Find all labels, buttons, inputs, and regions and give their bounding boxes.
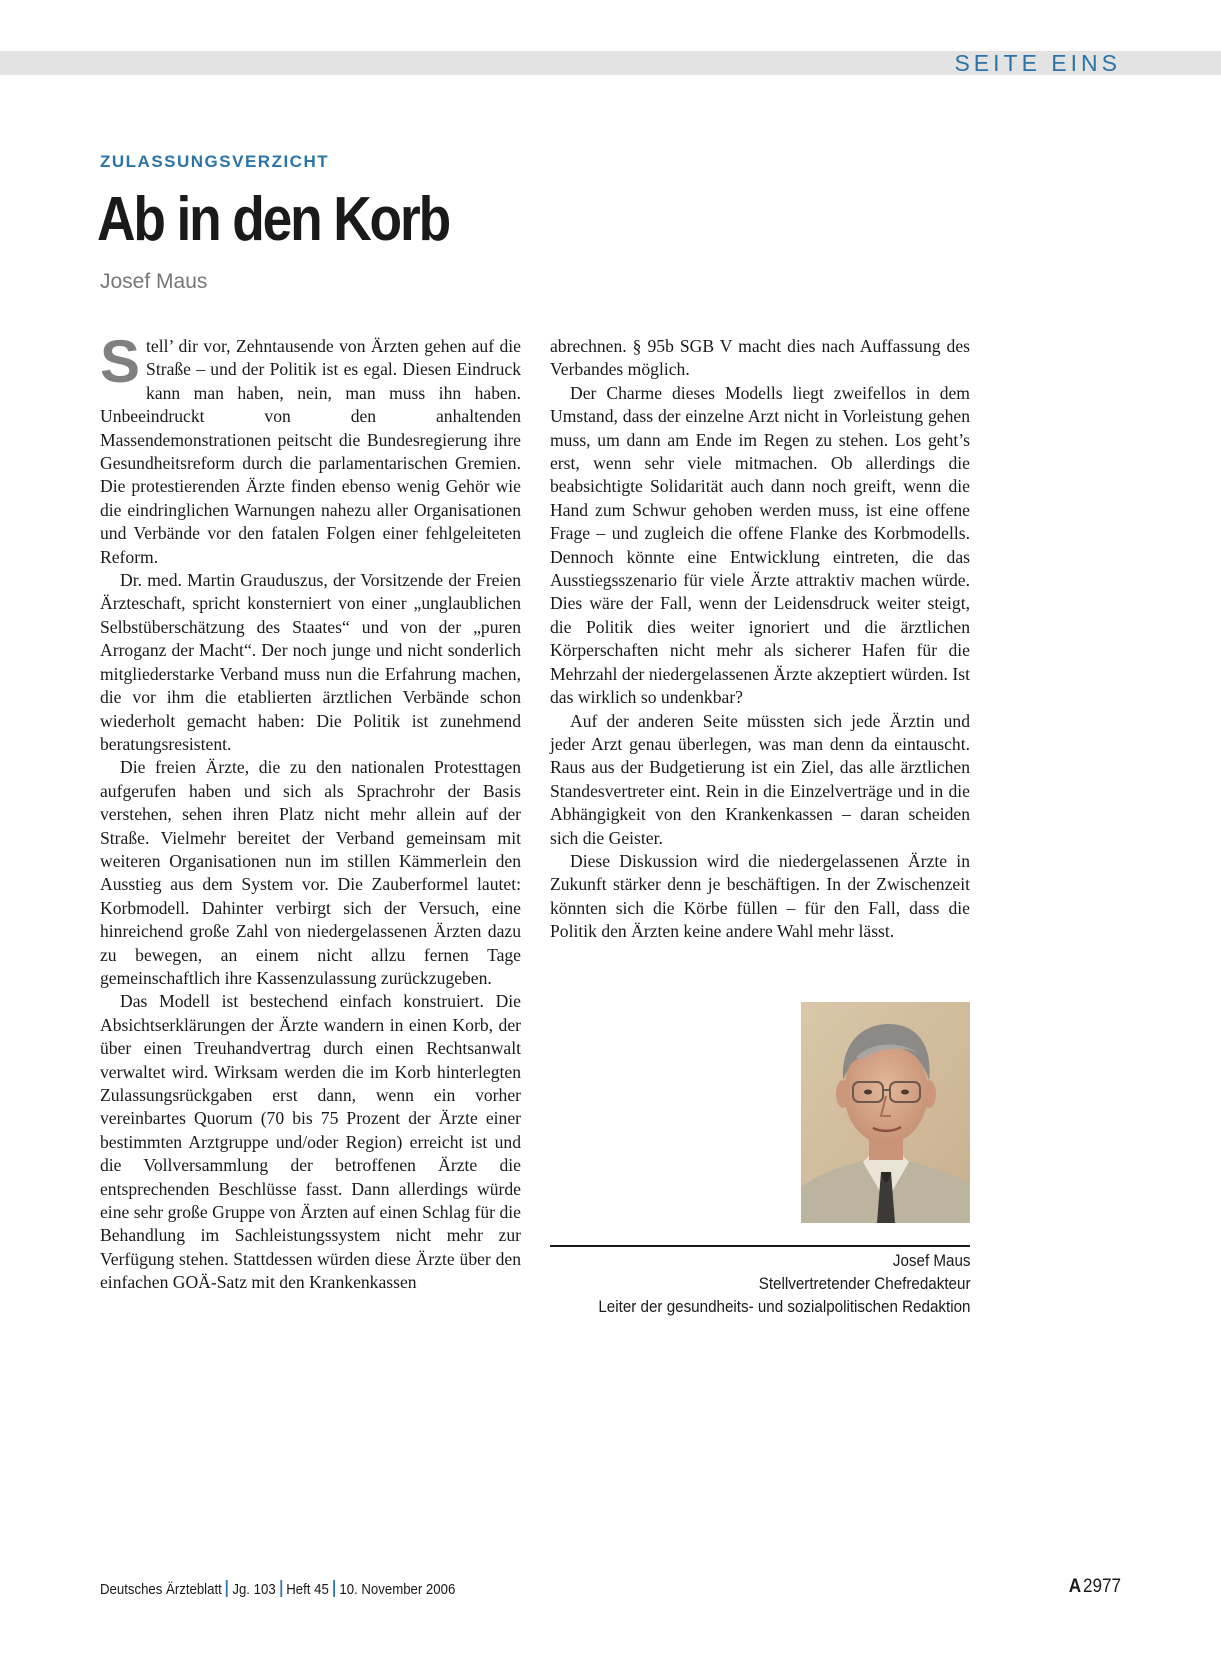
issue-date: 10. November 2006 [339, 1581, 456, 1598]
article-paragraph: Dr. med. Martin Grauduszus, der Vorsitzende der Freien Ärzteschaft, spricht konsterniert von einer „unglaublichen Selbstüberschätzung des Staates“ und von der „puren Arroganz der Macht“. Der noch junge und nicht sonderlich mitgliederstarke Verband muss nun die Erfahrung machen, die vor ihm die etablierten ärztlichen Verbände schon wiederholt gemacht haben: Die Politik ist zunehmend beratungsresistent. [100, 570, 521, 754]
page-number [1069, 1576, 1121, 1598]
article-title: Ab in den Korb [97, 185, 449, 254]
page-prefix: A [1068, 1576, 1082, 1597]
footer-citation [100, 1580, 455, 1598]
article-paragraph: Der Charme dieses Modells liegt zweifellos in dem Umstand, dass der einzelne Arzt nicht in Vorleistung gehen muss, um dann am Ende im Regen zu stehen. Los geht’s erst, wenn sehr viele mitmachen. Ob allerdings die beabsichtigte Solidarität auch dann noch greift, wenn die Hand zum Schwur gehoben werden muss, ist eine offene Frage – und zugleich die offene Flanke des Korbmodells. Dennoch könnte eine Entwicklung eintreten, die das Ausstiegsszenario für viele Ärzte attraktiv machen würde. Dies wäre der Fall, wenn der Leidensdruck weiter steigt, die Politik dies weiter ignoriert und die ärztlichen Körperschaften nicht mehr als sicherer Hafen für die Mehrzahl der niedergelassenen Ärzte akzeptiert würden. Ist das wirklich so undenkbar? [550, 382, 970, 708]
section-label: SEITE EINS [954, 50, 1121, 76]
caption-name: Josef Maus [892, 1252, 970, 1270]
separator [333, 1580, 335, 1597]
article-paragraph: Die freien Ärzte, die zu den nationalen Protesttagen aufgerufen haben und sich als Sprachrohr der Basis verstehen, sehen ihren Platz nicht mehr allein auf der Straße. Vielmehr bereitet der Verband gemeinsam mit weiteren Organisationen nun im stillen Kämmerlein den Ausstieg aus dem System vor. Die Zauberformel lautet: Korbmodell. Dahinter verbirgt sich der Versuch, eine hinreichend große Zahl von niedergelassenen Ärzten dazu zu bewegen, an einem nicht allzu fernen Tage gemeinschaftlich ihre Kassenzulassung zurückzugeben. [100, 757, 521, 988]
article-paragraph [100, 328, 521, 569]
paragraph-text: tell’ dir vor, Zehntausende von Ärzten gehen auf die Straße – und der Politik ist es egal. Diesen Eindruck kann man haben, nein, man muss ihn haben. Unbeeindruckt von den anhaltenden Massendemonstrationen peitscht die Bundesregierung ihre Gesundheitsreform durch die parlamentarischen Gremien. Die protestierenden Ärzte finden ebenso wenig Gehör wie die eindringlichen Warnungen nahezu aller Organisationen und Verbände vor den fatalen Folgen einer fehlgeleiteten Reform. [100, 336, 521, 567]
caption-role: Stellvertretender Chefredakteur [758, 1275, 970, 1293]
article-paragraph: Das Modell ist bestechend einfach konstruiert. Die Absichtserklärungen der Ärzte wandern in einen Korb, der über einen Treuhandvertrag durch einen Rechtsanwalt verwaltet wird. Wirksam werden die im Korb hinterlegten Zulassungsrückgaben erst dann, wenn ein vorher vereinbartes Quorum (70 bis 75 Prozent der Ärzte einer bestimmten Arztgruppe und/oder Region) erreicht ist und die Vollversammlung der betroffenen Ärzte die entsprechenden Beschlüsse fasst. Dann allerdings würde eine sehr große Gruppe von Ärzten auf einen Schlag für die Behandlung im Sachleistungssystem nicht mehr zur Verfügung stehen. Stattdessen würden diese Ärzte über den einfachen GOÄ-Satz mit den Krankenkassen [100, 991, 521, 1293]
volume: Jg. 103 [232, 1581, 276, 1598]
caption-department: Leiter der gesundheits- und sozialpolitischen Redaktion [597, 1298, 970, 1316]
issue: Heft 45 [286, 1581, 329, 1598]
article-paragraph: Diese Diskussion wird die niedergelassenen Ärzte in Zukunft stärker denn je beschäftigen. In der Zwischenzeit könnten sich die Körbe füllen – für den Fall, dass die Politik den Ärzten keine andere Wahl mehr lässt. [550, 850, 970, 942]
article-column-right [550, 335, 970, 944]
article-paragraph: abrechnen. § 95b SGB V macht dies nach Auffassung des Verbandes möglich. [550, 336, 970, 380]
article-column-left [100, 328, 521, 1295]
article-kicker: ZULASSUNGSVERZICHT [100, 152, 330, 171]
author-portrait [801, 1002, 970, 1223]
page-number-value: 2977 [1082, 1576, 1121, 1597]
drop-cap: S [100, 328, 141, 395]
separator [226, 1580, 228, 1597]
article-author: Josef Maus [100, 270, 208, 293]
portrait-caption [566, 1250, 971, 1319]
separator [280, 1580, 282, 1597]
journal-name: Deutsches Ärzteblatt [100, 1581, 222, 1598]
caption-rule [550, 1245, 970, 1247]
article-paragraph: Auf der anderen Seite müssten sich jede Ärztin und jeder Arzt genau überlegen, was man denn da eintauscht. Raus aus der Budgetierung ist ein Ziel, das alle ärztlichen Standesvertreter eint. Rein in die Einzelverträge und in die Abhängigkeit von den Krankenkassen – daran scheiden sich die Geister. [550, 710, 970, 848]
